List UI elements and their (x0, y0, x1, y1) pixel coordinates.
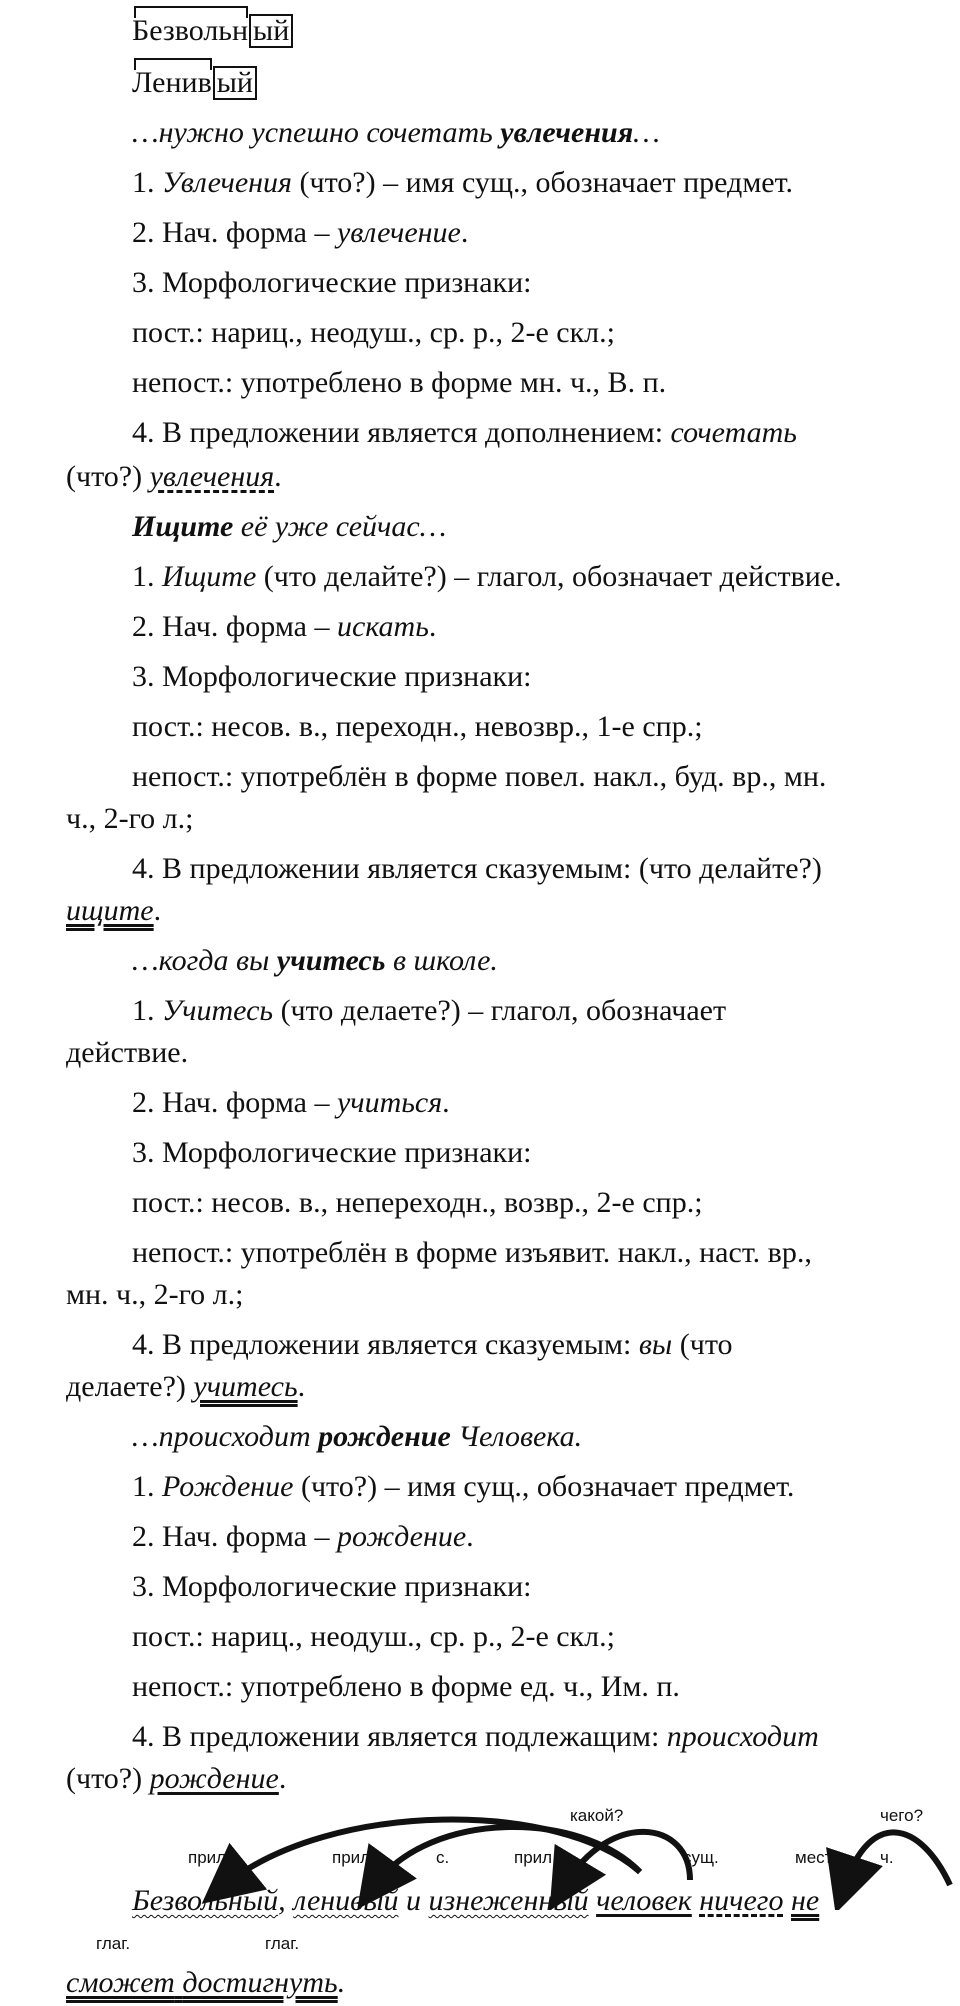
word-bezvolny: Безвольный (132, 1884, 279, 1917)
pos-label: прил (332, 1848, 371, 1867)
s4-line-5: непост.: употреблено в форме ед. ч., Им. п. (132, 1670, 680, 1703)
s2-line-4: пост.: несов. в., переходн., невозвр., 1-е спр.; (132, 710, 703, 743)
s1-line-6: 4. В предложении является дополнением: сочетать (132, 416, 797, 449)
s2-line-7: 4. В предложении является сказуемым: (что делайте?) (132, 852, 822, 885)
s3-line-9: делаете?) учитесь. (66, 1370, 306, 1403)
arrow-to-nichego (845, 1832, 950, 1885)
word-smozhet: сможет (66, 1966, 175, 1999)
ending-box: ый (213, 66, 257, 100)
pos-label: сущ. (683, 1848, 719, 1867)
s2-line-2: 2. Нач. форма – искать. (132, 610, 437, 643)
s2-line-6: ч., 2-го л.; (66, 802, 194, 835)
pos-label: прил. (188, 1848, 231, 1867)
word-iznezhenny: изнеженный (428, 1884, 589, 1917)
s4-line-3: 3. Морфологические признаки: (132, 1570, 532, 1603)
pos-label: прил. (514, 1848, 557, 1867)
s3-line-1: 1. Учитесь (что делаете?) – глагол, обозначает (132, 994, 727, 1027)
s1-line-3: 3. Морфологические признаки: (132, 266, 532, 299)
s4-header: …происходит рождение Человека. (132, 1420, 583, 1453)
s2-line-1: 1. Ищите (что делайте?) – глагол, обозначает действие. (132, 560, 842, 593)
s2-header: Ищите её уже сейчас… (132, 510, 447, 543)
s3-line-3: 2. Нач. форма – учиться. (132, 1086, 450, 1119)
stem: Ленив (132, 64, 212, 102)
pos-label: ч. (880, 1848, 894, 1867)
s3-line-2: действие. (66, 1036, 189, 1069)
word-dostignut: достигнуть (182, 1966, 338, 1999)
s3-line-8: 4. В предложении является сказуемым: вы (что (132, 1328, 733, 1361)
question-kakoy: какой? (570, 1806, 624, 1825)
s1-line-4: пост.: нариц., неодуш., ср. р., 2-е скл.; (132, 316, 615, 349)
pos-label: мест. (795, 1848, 836, 1867)
arrow-to-lenivy (375, 1827, 640, 1885)
pos-label: глаг. (265, 1934, 300, 1953)
parsed-sentence-line-1: Безвольный, ленивый и изнеженный человек ничего не (132, 1884, 820, 1917)
s1-line-1: 1. Увлечения (что?) – имя сущ., обозначает предмет. (132, 166, 793, 199)
morpheme-word-2 (0, 64, 960, 102)
s1-line-5: непост.: употреблено в форме мн. ч., В. п. (132, 366, 667, 399)
s3-header: …когда вы учитесь в школе. (132, 944, 498, 977)
s2-line-3: 3. Морфологические признаки: (132, 660, 532, 693)
s3-line-5: пост.: несов. в., непереходн., возвр., 2-е спр.; (132, 1186, 703, 1219)
s4-line-2: 2. Нач. форма – рождение. (132, 1520, 474, 1553)
stem: Безвольн (132, 12, 248, 50)
s1-line-2: 2. Нач. форма – увлечение. (132, 216, 469, 249)
ending-box: ый (249, 14, 293, 48)
s1-line-7: (что?) увлечения. (66, 460, 282, 493)
parsed-sentence-line-2: сможет достигнуть. (66, 1966, 346, 1999)
pos-label: глаг. (96, 1934, 131, 1953)
s4-line-1: 1. Рождение (что?) – имя сущ., обозначает предмет. (132, 1470, 795, 1503)
word-chelovek: человек (596, 1884, 692, 1917)
arrow-to-bezvolny (225, 1820, 640, 1885)
s3-line-4: 3. Морфологические признаки: (132, 1136, 532, 1169)
question-chego: чего? (880, 1806, 924, 1825)
s2-line-5: непост.: употреблён в форме повел. накл., буд. вр., мн. (132, 760, 827, 793)
pos-label: с. (436, 1848, 450, 1867)
word-nichego: ничего (699, 1884, 784, 1917)
s2-line-8: ищите. (66, 894, 162, 927)
morpheme-word-1 (0, 12, 960, 50)
s4-line-7: (что?) рождение. (66, 1762, 287, 1795)
s4-line-6: 4. В предложении является подлежащим: происходит (132, 1720, 819, 1753)
s3-line-7: мн. ч., 2-го л.; (66, 1278, 244, 1311)
s1-header: …нужно успешно сочетать увлечения… (132, 116, 660, 149)
s3-line-6: непост.: употреблён в форме изъявит. накл., наст. вр., (132, 1236, 812, 1269)
word-ne: не (791, 1884, 820, 1917)
word-lenivy: ленивый (293, 1884, 399, 1917)
s4-line-4: пост.: нариц., неодуш., ср. р., 2-е скл.; (132, 1620, 615, 1653)
